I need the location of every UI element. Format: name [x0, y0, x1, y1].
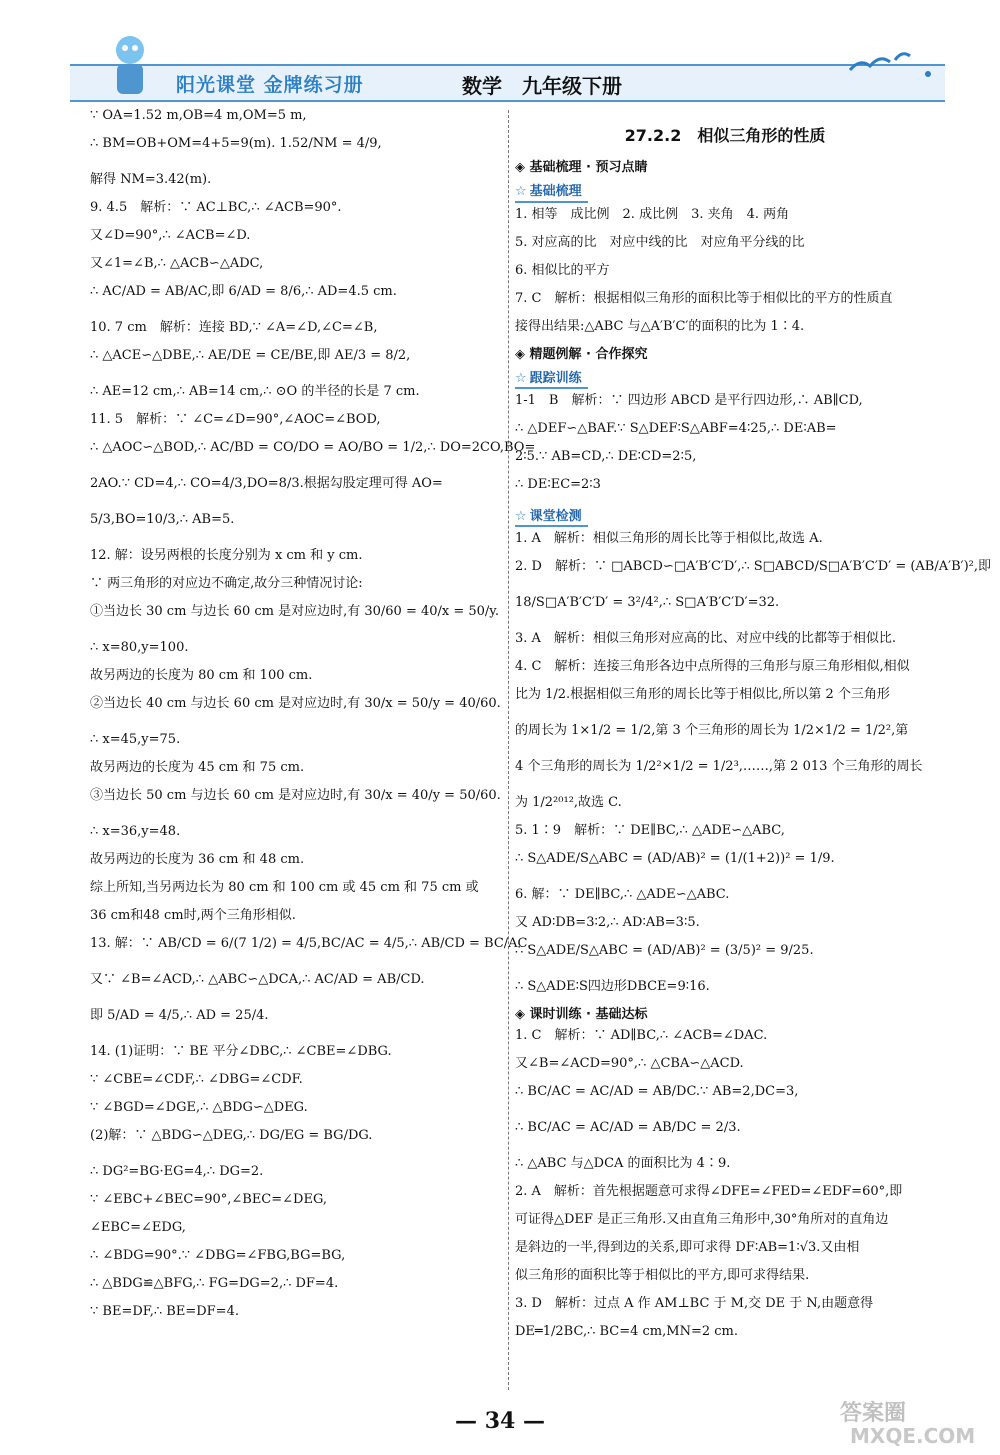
answer-line: 可证得△DEF 是正三角形.又由直角三角形中,30°角所对的直角边: [515, 1211, 889, 1227]
solution-line: ∵ OA=1.52 m,OB=4 m,OM=5 m,: [90, 108, 307, 123]
solution-line: 9. 4.5 解析：∵ AC⊥BC,∴ ∠ACB=90°.: [90, 200, 342, 215]
answer-line: 1. C 解析：∵ AD∥BC,∴ ∠ACB=∠DAC.: [515, 1027, 768, 1043]
answer-line: 4 个三角形的周长为 1/2²×1/2 = 1/2³,……,第 2 013 个三角形的周长: [515, 759, 923, 775]
solution-line: 14. (1)证明：∵ BE 平分∠DBC,∴ ∠CBE=∠DBG.: [90, 1044, 392, 1059]
answer-line: 的周长为 1×1/2 = 1/2,第 3 个三角形的周长为 1/2×1/2 = 1/2²,第: [515, 723, 909, 739]
subject-title: 数学 九年级下册: [462, 74, 622, 98]
solution-line: ∵ ∠CBE=∠CDF,∴ ∠DBG=∠CDF.: [90, 1072, 303, 1087]
answer-line: 1. A 解析：相似三角形的周长比等于相似比,故选 A.: [515, 531, 823, 547]
answer-line: ∴ DE∶EC=2∶3: [515, 477, 601, 492]
solution-line: 5/3,BO=10/3,∴ AB=5.: [90, 512, 235, 527]
star-icon: ☆: [515, 184, 527, 200]
answer-line: 1-1 B 解析：∵ 四边形 ABCD 是平行四边形,∴ AB∥CD,: [515, 393, 863, 408]
answer-line: 2. D 解析：∵ □ABCD∽□A′B′C′D′,∴ S□ABCD/S□A′B′C′D′ = (AB/A′B′)²,即: [515, 559, 991, 575]
answer-line: 1. 相等 成比例 2. 成比例 3. 夹角 4. 两角: [515, 206, 790, 222]
answer-line: 6. 解：∵ DE∥BC,∴ △ADE∽△ABC.: [515, 887, 730, 903]
section-heading-text: 精题例解 · 合作探究: [529, 346, 648, 362]
section-heading-text: 课时训练 · 基础达标: [529, 1007, 648, 1023]
solution-line: 即 5/AD = 4/5,∴ AD = 25/4.: [90, 1008, 269, 1023]
solution-line: ∴ △AOC∽△BOD,∴ AC/BD = CO/DO = AO/BO = 1/2,∴ DO=2CO,BO=: [90, 440, 536, 455]
subsection-heading: [515, 509, 588, 527]
left-column: [90, 108, 536, 1332]
solution-line: 解得 NM=3.42(m).: [90, 172, 212, 187]
solution-line: ∵ 两三角形的对应边不确定,故分三种情况讨论:: [90, 576, 363, 591]
solution-line: 又∵ ∠B=∠ACD,∴ △ABC∽△DCA,∴ AC/AD = AB/CD.: [90, 972, 425, 987]
answer-line: 6. 相似比的平方: [515, 262, 610, 278]
brand-title: 阳光课堂 金牌练习册: [176, 74, 364, 96]
answer-line: ∴ S△ADE∶S四边形DBCE=9∶16.: [515, 979, 710, 995]
solution-line: 13. 解：∵ AB/CD = 6/(7 1/2) = 4/5,BC/AC = 4/5,∴ AB/CD = BC/AC.: [90, 936, 532, 951]
watermark-logo: 答案圈: [840, 1401, 907, 1426]
subsection-heading: [515, 184, 588, 202]
solution-line: 36 cm和48 cm时,两个三角形相似.: [90, 908, 296, 923]
section-heading-text: 基础梳理 · 预习点睛: [529, 160, 648, 175]
answer-line: ∴ △ABC 与△DCA 的面积比为 4∶9.: [515, 1155, 731, 1171]
answer-line: 5. 1∶9 解析：∵ DE∥BC,∴ △ADE∽△ABC,: [515, 823, 785, 839]
column-divider: [508, 110, 509, 1390]
section-heading: ◈ 基础梳理 · 预习点睛: [515, 160, 648, 175]
solution-line: ∴ DG²=BG·EG=4,∴ DG=2.: [90, 1164, 264, 1179]
solution-line: ∴ AE=12 cm,∴ AB=14 cm,∴ ⊙O 的半径的长是 7 cm.: [90, 384, 420, 399]
subsection-heading-text: 基础梳理: [529, 184, 582, 200]
answer-line: 3. D 解析：过点 A 作 AM⊥BC 于 M,交 DE 于 N,由题意得: [515, 1295, 874, 1311]
section-heading: ◈ 精题例解 · 合作探究: [515, 346, 648, 362]
solution-line: ∴ ∠BDG=90°.∵ ∠DBG=∠FBG,BG=BG,: [90, 1248, 346, 1263]
solution-line: 又∠1=∠B,∴ △ACB∽△ADC,: [90, 256, 264, 271]
answer-line: 4. C 解析：连接三角形各边中点所得的三角形与原三角形相似,相似: [515, 659, 910, 675]
solution-line: 2AO.∵ CD=4,∴ CO=4/3,DO=8/3.根据勾股定理可得 AO=: [90, 476, 443, 491]
solution-line: 10. 7 cm 解析：连接 BD,∵ ∠A=∠D,∠C=∠B,: [90, 320, 378, 335]
solution-line: ∴ x=45,y=75.: [90, 732, 181, 747]
answer-line: 又∠B=∠ACD=90°,∴ △CBA∽△ACD.: [515, 1055, 744, 1071]
answer-line: 又 AD∶DB=3∶2,∴ AD∶AB=3∶5.: [515, 915, 700, 931]
answer-line: 3. A 解析：相似三角形对应高的比、对应中线的比都等于相似比.: [515, 631, 897, 647]
solution-line: 综上所知,当另两边长为 80 cm 和 100 cm 或 45 cm 和 75 cm 或: [90, 880, 479, 895]
solution-line: ①当边长 30 cm 与边长 60 cm 是对应边时,有 30/60 = 40/x = 50/y.: [90, 604, 500, 619]
solution-line: ∵ ∠BGD=∠DGE,∴ △BDG∽△DEG.: [90, 1100, 308, 1115]
section-title: 27.2.2 相似三角形的性质: [624, 126, 826, 145]
solution-line: 故另两边的长度为 80 cm 和 100 cm.: [90, 668, 313, 683]
subsection-heading-text: 课堂检测: [529, 509, 582, 524]
answer-line: 2. A 解析：首先根据题意可求得∠DFE=∠FED=∠EDF=60°,即: [515, 1183, 903, 1199]
solution-line: 故另两边的长度为 36 cm 和 48 cm.: [90, 852, 305, 867]
solution-line: ③当边长 50 cm 与边长 60 cm 是对应边时,有 30/x = 40/y = 50/60.: [90, 788, 501, 803]
section-heading: ◈ 课时训练 · 基础达标: [515, 1007, 648, 1023]
answer-line: DE═1/2BC,∴ BC=4 cm,MN=2 cm.: [515, 1323, 738, 1339]
solution-line: ∴ x=36,y=48.: [90, 824, 181, 839]
solution-line: ∠EBC=∠EDG,: [90, 1220, 186, 1235]
solution-line: 故另两边的长度为 45 cm 和 75 cm.: [90, 760, 305, 775]
birds-icon: [840, 40, 940, 80]
solution-line: ∴ △ACE∽△DBE,∴ AE/DE = CE/BE,即 AE/3 = 8/2,: [90, 348, 411, 363]
answer-line: 接得出结果:△ABC 与△A′B′C′的面积的比为 1∶4.: [515, 318, 805, 334]
subsection-heading-text: 跟踪训练: [529, 370, 582, 386]
right-column: [515, 108, 991, 1352]
answer-line: 似三角形的面积比等于相似比的平方,即可求得结果.: [515, 1267, 810, 1283]
answer-line: ∴ △DEF∽△BAF.∵ S△DEF∶S△ABF=4∶25,∴ DE∶AB=: [515, 421, 837, 436]
page-number: — 34 —: [455, 1408, 545, 1434]
star-icon: ☆: [515, 509, 527, 524]
answer-line: ∴ BC/AC = AC/AD = AB/DC = 2/3.: [515, 1119, 741, 1135]
answer-line: 7. C 解析：根据相似三角形的面积比等于相似比的平方的性质直: [515, 290, 893, 306]
solution-line: ∴ △BDG≌△BFG,∴ FG=DG=2,∴ DF=4.: [90, 1276, 339, 1291]
answer-line: 是斜边的一半,得到边的关系,即可求得 DF∶AB=1∶√3.又由相: [515, 1239, 860, 1255]
watermark-url: MXQE.COM: [850, 1424, 976, 1448]
answer-line: 比为 1/2.根据相似三角形的周长比等于相似比,所以第 2 个三角形: [515, 687, 890, 703]
answer-line: 5. 对应高的比 对应中线的比 对应角平分线的比: [515, 234, 805, 250]
answer-line: ∴ S△ADE/S△ABC = (AD/AB)² = (3/5)² = 9/25.: [515, 943, 814, 959]
answer-line: ∴ BC/AC = AC/AD = AB/DC.∵ AB=2,DC=3,: [515, 1083, 799, 1099]
answer-line: 18/S□A′B′C′D′ = 3²/4²,∴ S□A′B′C′D′=32.: [515, 595, 780, 611]
answer-line: ∴ S△ADE/S△ABC = (AD/AB)² = (1/(1+2))² = 1/9.: [515, 851, 835, 867]
solution-line: ∵ BE=DF,∴ BE=DF=4.: [90, 1304, 239, 1319]
solution-line: (2)解：∵ △BDG∽△DEG,∴ DG/EG = BG/DG.: [90, 1128, 373, 1143]
solution-line: ∴ BM=OB+OM=4+5=9(m). 1.52/NM = 4/9,: [90, 136, 382, 151]
solution-line: 11. 5 解析：∵ ∠C=∠D=90°,∠AOC=∠BOD,: [90, 412, 381, 427]
solution-line: ∵ ∠EBC+∠BEC=90°,∠BEC=∠DEG,: [90, 1192, 328, 1207]
solution-line: ∴ x=80,y=100.: [90, 640, 189, 655]
answer-line: 为 1/2²⁰¹²,故选 C.: [515, 795, 622, 811]
subsection-heading: [515, 371, 588, 389]
solution-line: ∴ AC/AD = AB/AC,即 6/AD = 8/6,∴ AD=4.5 cm.: [90, 284, 397, 299]
cartoon-logo-icon: [95, 28, 165, 98]
solution-line: ②当边长 40 cm 与边长 60 cm 是对应边时,有 30/x = 50/y = 40/60.: [90, 696, 501, 711]
answer-line: 2∶5.∵ AB=CD,∴ DE∶CD=2∶5,: [515, 449, 697, 464]
star-icon: ☆: [515, 370, 527, 386]
solution-line: 12. 解：设另两根的长度分别为 x cm 和 y cm.: [90, 548, 363, 563]
solution-line: 又∠D=90°,∴ ∠ACB=∠D.: [90, 228, 251, 243]
